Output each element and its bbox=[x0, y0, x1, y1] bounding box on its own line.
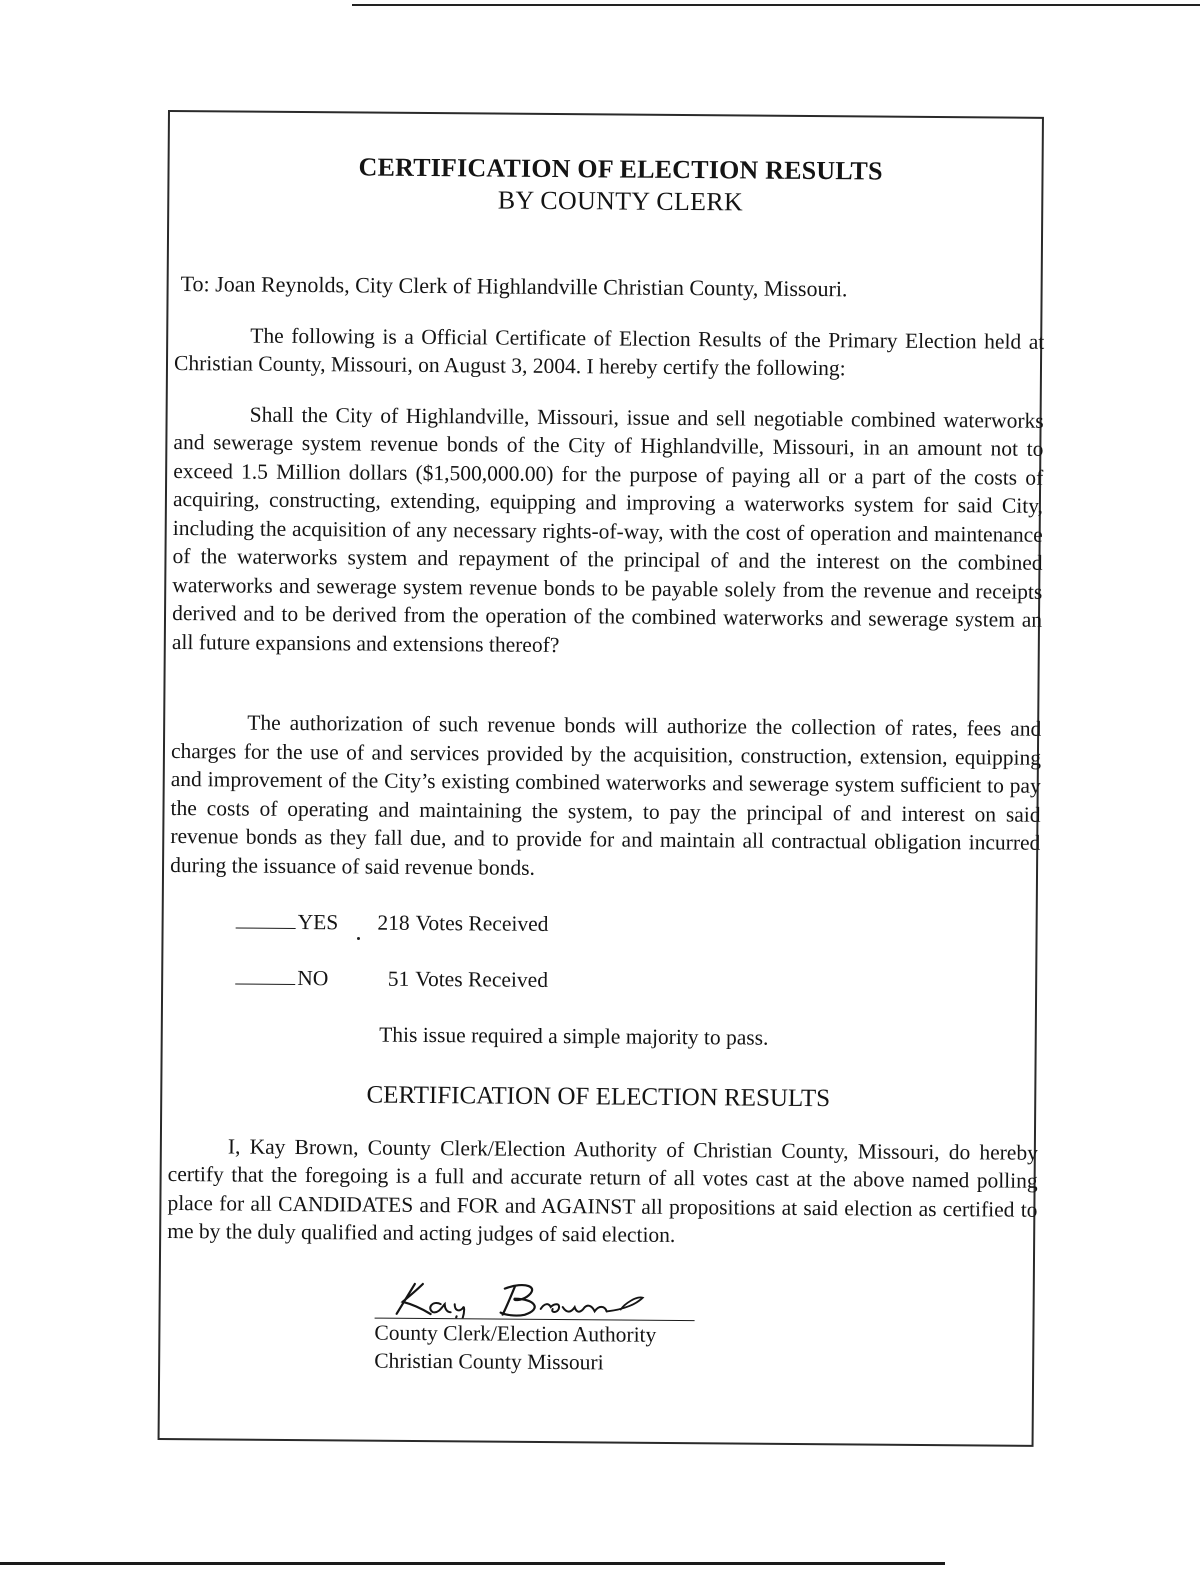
signature-county: Christian County Missouri bbox=[374, 1348, 604, 1374]
vote-suffix-yes: Votes Received bbox=[415, 910, 549, 936]
signature-block bbox=[374, 1277, 705, 1377]
document-title: CERTIFICATION OF ELECTION RESULTS bbox=[358, 152, 883, 186]
certification-paragraph: I, Kay Brown, County Clerk/Election Authority of Christian County, Missouri, do hereby certify that the foregoing is a full and accurate return of all votes cast at the above named polling place for all CANDIDATES and FOR and AGAINST all propositions at said election as certified to me by the duly qualified and acting judges of said election. bbox=[167, 1133, 1039, 1247]
vote-row-no bbox=[235, 963, 1059, 997]
certificate-body bbox=[166, 120, 1066, 1379]
vote-label-yes: YES bbox=[297, 909, 339, 935]
handwritten-signature bbox=[375, 1277, 705, 1320]
vote-suffix-no: Votes Received bbox=[415, 966, 549, 992]
ballot-question-paragraph: Shall the City of Highlandville, Missouri, issue and sell negotiable combined waterworks and sewerage system revenue bonds of the City of Highlandville, Missouri, in an amount not to exceed 1.5 Million dollars ($1,500,000.00) for the purpose of paying all or a part of the costs of acquiring, constructing, extending, equipping and improving a waterworks system for said City, including the acquisition of any necessary rights-of-way, with the cost of operation and maintenance of the waterworks system and repayment of the principal of and the interest on the combined waterworks and sewerage system revenue bonds to be payable solely from the revenue and receipts derived and to be derived from the operation of the combined waterworks and sewerage system an all future expansions and extensions thereof? bbox=[171, 402, 1044, 657]
vote-label-no: NO bbox=[297, 965, 329, 991]
vote-results bbox=[169, 907, 1060, 998]
vote-count-no: 51 bbox=[387, 966, 410, 991]
majority-note: This issue required a simple majority to pass. bbox=[379, 1022, 769, 1050]
intro-paragraph: The following is a Official Certificate of Election Results of the Primary Election held at Christian County, Missouri, on August 3, 2004. I hereby certify the following: bbox=[173, 323, 1045, 381]
signature-title: County Clerk/Election Authority bbox=[374, 1320, 657, 1347]
vote-row-yes bbox=[236, 907, 1060, 941]
checkbox-blank-no bbox=[235, 965, 295, 984]
addressee-line: To: Joan Reynolds, City Clerk of Highlandville Christian County, Missouri. bbox=[180, 271, 848, 302]
scan-edge-bottom bbox=[0, 1562, 945, 1565]
vote-count-yes: 218 bbox=[377, 910, 410, 935]
authorization-paragraph: The authorization of such revenue bonds will authorize the collection of rates, fees and charges for the use of and services provided by the acquisition, construction, extension, equipping and improvement of the City’s existing combined waterworks and sewerage system sufficient to pay the costs of operating and maintaining the system, to pay the principal of and interest on said revenue bonds as they fall due, and to provide for and maintain all contractual obligation incurred during the issuance of said revenue bonds. bbox=[170, 710, 1042, 880]
scan-edge-top bbox=[352, 4, 1200, 6]
document-subtitle: BY COUNTY CLERK bbox=[497, 185, 744, 217]
checkbox-blank-yes bbox=[236, 909, 296, 928]
certification-heading: CERTIFICATION OF ELECTION RESULTS bbox=[366, 1081, 831, 1112]
